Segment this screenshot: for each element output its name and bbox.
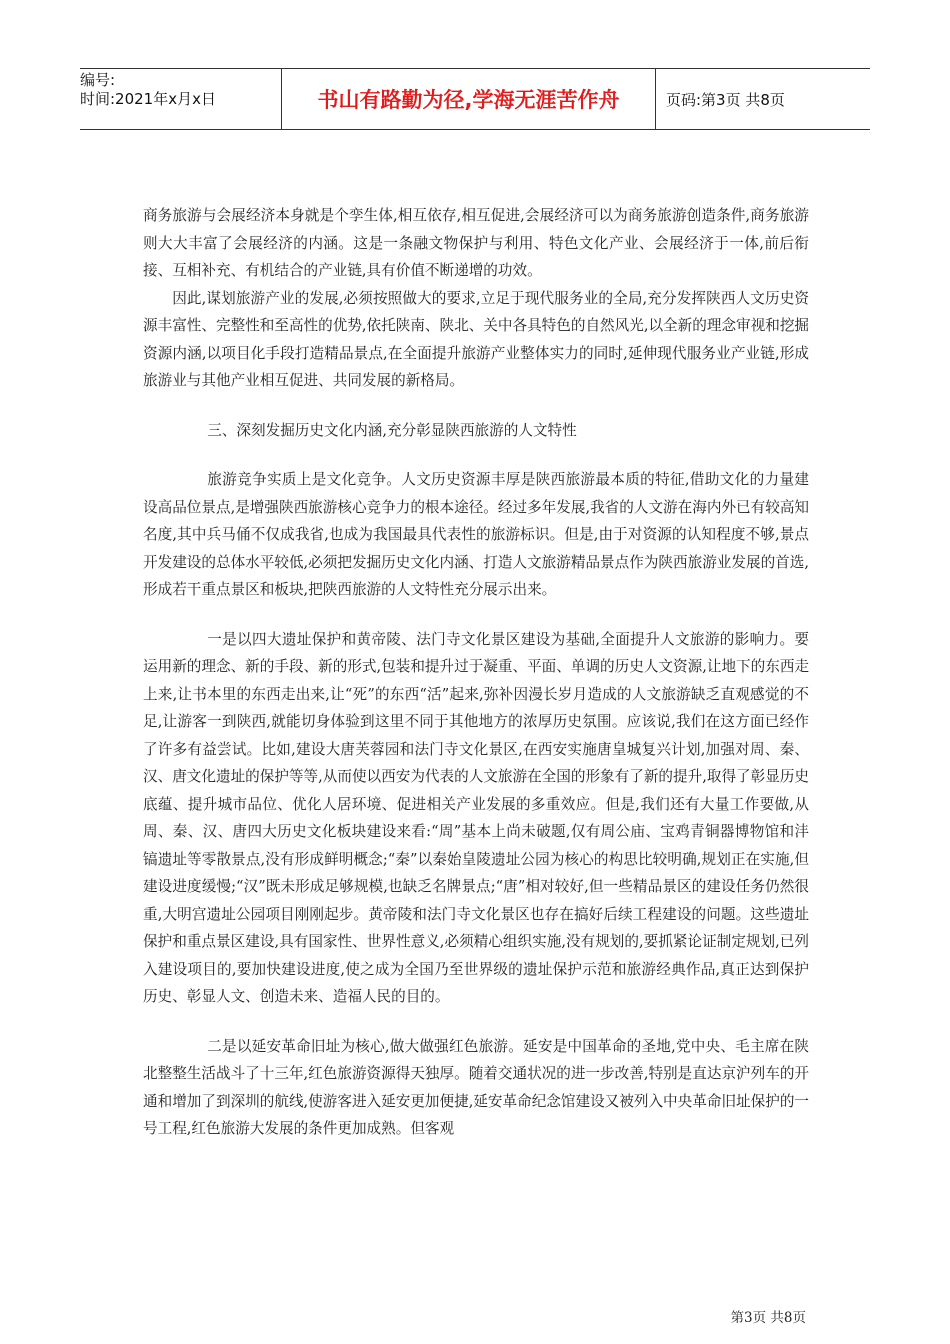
body-paragraph: 二是以延安革命旧址为核心,做大做强红色旅游。延安是中国革命的圣地,党中央、毛主席在陕北整整生活战斗了十三年,红色旅游资源得天独厚。随着交通状况的进一步改善,特别是直达京沪列车的开通和增加了到深圳的航线,使游客进入延安更加便捷,延安革命纪念馆建设又被列入中央革命旧址保护的一号工程,红色旅游大发展的条件更加成熟。但客观 — [143, 1037, 810, 1137]
document-number-label: 编号: — [80, 71, 116, 89]
header-motto: 书山有路勤为径,学海无涯苦作舟 — [282, 69, 656, 129]
body-paragraph: 商务旅游与会展经济本身就是个孪生体,相互依存,相互促进,会展经济可以为商务旅游创造条件,商务旅游则大大丰富了会展经济的内涵。这是一条融文物保护与利用、特色文化产业、会展经济于一体,前后衔接、互相补充、有机结合的产业链,具有价值不断递增的功效。 — [143, 207, 809, 279]
page-footer: 第3页 共8页 — [730, 1310, 806, 1326]
body-paragraph: 一是以四大遗址保护和黄帝陵、法门寺文化景区建设为基础,全面提升人文旅游的影响力。要运用新的理念、新的手段、新的形式,包装和提升过于凝重、平面、单调的历史人文资源,让地下的东西走上来,让书本里的东西走出来,让“死”的东西“活”起来,弥补因漫长岁月造成的人文旅游缺乏直观感觉的不足,让游客一到陕西,就能切身体验到这里不同于其他地方的浓厚历史氛围。应该说,我们在这方面已经作了许多有益尝试。比如,建设大唐芙蓉园和法门寺文化景区,在西安实施唐皇城复兴计划,加强对周、秦、汉、唐文化遗址的保护等等,从而使以西安为代表的人文旅游在全国的形象有了新的提升,取得了彰显历史底蕴、提升城市品位、优化人居环境、促进相关产业发展的多重效应。但是,我们还有大量工作要做,从周、秦、汉、唐四大历史文化板块建设来看:“周”基本上尚未破题,仅有周公庙、宝鸡青铜器博物馆和沣镐遗址等零散景点,没有形成鲜明概念;“秦”以秦始皇陵遗址公园为核心的构思比较明确,规划正在实施,但建设进度缓慢;“汉”既未形成足够规模,也缺乏名牌景点;“唐”相对较好,但一些精品景区的建设任务仍然很重,大明宫遗址公园项目刚刚起步。黄帝陵和法门寺文化景区也存在搞好后续工程建设的问题。这些遗址保护和重点景区建设,具有国家性、世界性意义,必须精心组织实施,没有规划的,要抓紧论证制定规划,已列入建设项目的,要加快建设进度,使之成为全国乃至世界级的遗址保护示范和旅游经典作品,真正达到保护历史、彰显人文、创造未来、造福人民的目的。 — [143, 630, 810, 1005]
header-page-info: 页码:第3页 共8页 — [666, 90, 785, 109]
document-date: 时间:2021年x月x日 — [80, 90, 216, 108]
section-heading: 三、深刻发掘历史文化内涵,充分彰显陕西旅游的人文特性 — [207, 421, 577, 439]
page-header — [80, 68, 870, 130]
body-paragraph: 旅游竞争实质上是文化竞争。人文历史资源丰厚是陕西旅游最本质的特征,借助文化的力量建设高品位景点,是增强陕西旅游核心竞争力的根本途径。经过多年发展,我省的人文游在海内外已有较高知名度,其中兵马俑不仅成我省,也成为我国最具代表性的旅游标识。但是,由于对资源的认知程度不够,景点开发建设的总体水平较低,必须把发掘历史文化内涵、打造人文旅游精品景点作为陕西旅游业发展的首选,形成若干重点景区和板块,把陕西旅游的人文特性充分展示出来。 — [143, 471, 810, 598]
document-body — [143, 202, 809, 1143]
body-paragraph: 因此,谋划旅游产业的发展,必须按照做大的要求,立足于现代服务业的全局,充分发挥陕西人文历史资源丰富性、完整性和至高性的优势,依托陕南、陕北、关中各具特色的自然风光,以全新的理念审视和挖掘资源内涵,以项目化手段打造精品景点,在全面提升旅游产业整体实力的同时,延伸现代服务业产业链,形成旅游业与其他产业相互促进、共同发展的新格局。 — [143, 289, 810, 389]
header-meta — [80, 69, 282, 129]
